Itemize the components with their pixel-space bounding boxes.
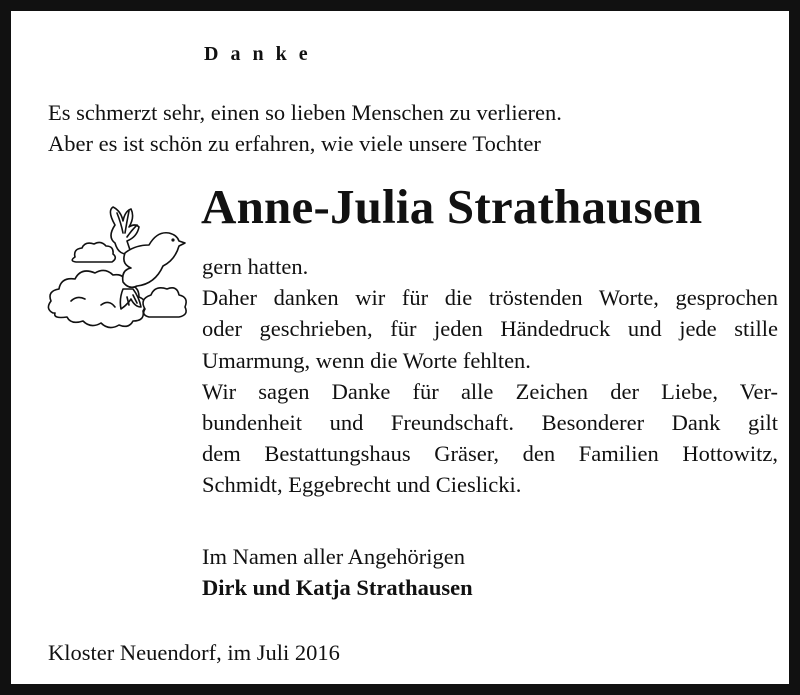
body-line: bundenheit und Freundschaft. Besonderer Dank gilt bbox=[202, 410, 778, 436]
intro-text bbox=[48, 97, 562, 159]
notice-heading: D a n k e bbox=[204, 43, 312, 65]
place-date: Kloster Neuendorf, im Juli 2016 bbox=[48, 640, 340, 665]
body-line: oder geschrieben, für jeden Händedruck und jede stille bbox=[202, 316, 778, 342]
right-cloud bbox=[143, 288, 186, 317]
body-line: Wir sagen Danke für alle Zeichen der Liebe, Ver- bbox=[202, 378, 778, 404]
deceased-name: Anne-Julia Strathausen bbox=[201, 179, 703, 234]
body-line: gern hatten. bbox=[202, 254, 309, 279]
dove-on-clouds-icon bbox=[45, 205, 193, 335]
signature-names: Dirk und Katja Strathausen bbox=[202, 575, 473, 600]
body-line: Schmidt, Eggebrecht und Cieslicki. bbox=[202, 472, 522, 498]
body-line: dem Bestattungshaus Gräser, den Familien Hottowitz, bbox=[202, 441, 778, 467]
signature-intro: Im Namen aller Angehörigen bbox=[202, 544, 466, 569]
dove-body bbox=[123, 233, 185, 288]
signature-block bbox=[202, 541, 473, 603]
intro-line: Es schmerzt sehr, einen so lieben Menschen zu verlieren. bbox=[48, 100, 562, 125]
body-line: Umarmung, wenn die Worte fehlten. bbox=[202, 347, 531, 373]
body-text bbox=[202, 251, 778, 501]
body-line: Daher danken wir für die tröstenden Worte, gesprochen bbox=[202, 285, 778, 311]
small-cloud bbox=[72, 242, 115, 262]
intro-line: Aber es ist schön zu erfahren, wie viele unsere Tochter bbox=[48, 131, 541, 156]
